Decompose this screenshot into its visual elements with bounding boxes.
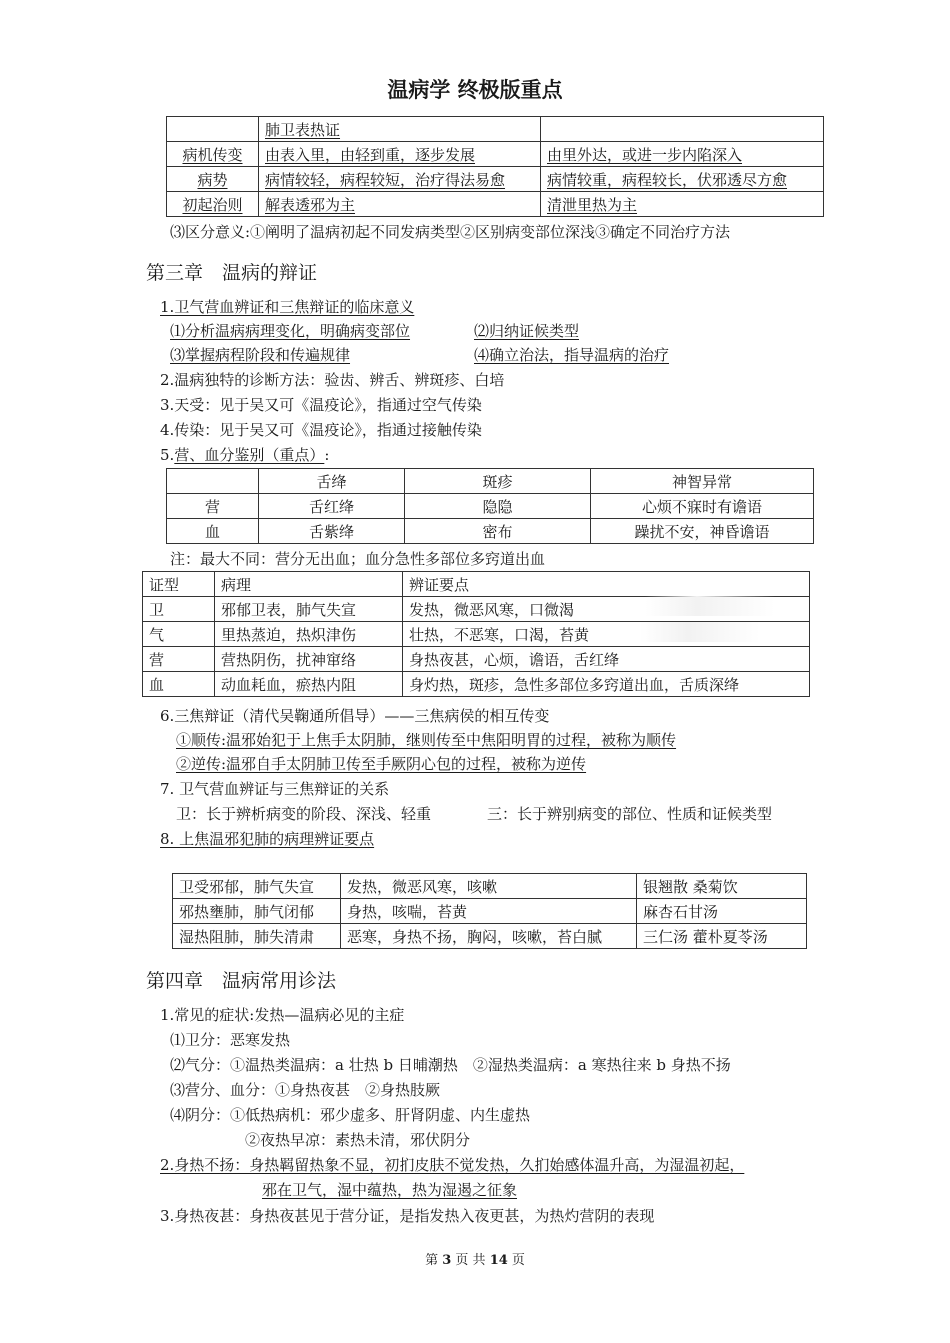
table-cell: 银翘散 桑菊饮 bbox=[637, 874, 807, 899]
list-item: ⑷确立治法，指导温病的治疗 bbox=[474, 346, 670, 364]
section-heading: 6.三焦辩证（清代吴鞠通所倡导）——三焦病侯的相互传变 bbox=[160, 707, 550, 725]
table-row bbox=[167, 519, 814, 544]
table-row bbox=[143, 647, 810, 672]
scan-smudge bbox=[640, 622, 760, 642]
table-row bbox=[173, 899, 807, 924]
table-row bbox=[167, 167, 824, 192]
table-cell bbox=[541, 117, 824, 142]
table-cell: 三仁汤 藿朴夏苓汤 bbox=[637, 924, 807, 949]
table-cell: 恶寒，身热不扬，胸闷，咳嗽，苔白腻 bbox=[341, 924, 637, 949]
section-heading bbox=[160, 445, 329, 465]
table-cell: 营热阴伤，扰神窜络 bbox=[215, 647, 403, 672]
table-cell: 里热蒸迫，热炽津伤 bbox=[215, 622, 403, 647]
table-row bbox=[167, 142, 824, 167]
table-cell: 由里外达，或进一步内陷深入 bbox=[541, 142, 824, 167]
section-heading: 7. 卫气营血辨证与三焦辩证的关系 bbox=[160, 780, 390, 798]
list-item: ⑶掌握病程阶段和传遍规律 bbox=[170, 346, 351, 364]
table-cell: 舌紫绛 bbox=[259, 519, 405, 544]
section-number: 5. bbox=[160, 446, 175, 464]
table-cell: 心烦不寐时有谵语 bbox=[591, 494, 814, 519]
list-item: ②逆传:温邪自手太阴肺卫传至手厥阴心包的过程，被称为逆传 bbox=[176, 755, 587, 773]
table-row bbox=[173, 924, 807, 949]
document-title: 温病学 终极版重点 bbox=[387, 78, 563, 102]
table-cell: 病情较轻，病程较短，治疗得法易愈 bbox=[259, 167, 541, 192]
table-cell: 血 bbox=[143, 672, 215, 697]
list-item: ②夜热早凉：素热未清，邪伏阴分 bbox=[245, 1131, 471, 1149]
table-cell: 证型 bbox=[143, 572, 215, 597]
table-cell: 舌绛 bbox=[259, 469, 405, 494]
table-cell: 邪热壅肺，肺气闭郁 bbox=[173, 899, 341, 924]
table-cell: 发热，微恶风寒，口微渴 bbox=[403, 597, 810, 622]
table-cell: 营 bbox=[167, 494, 259, 519]
table-cell: 肺卫表热证 bbox=[259, 117, 541, 142]
table-row bbox=[167, 192, 824, 217]
table-cell: 初起治则 bbox=[167, 192, 259, 217]
table-cell: 营 bbox=[143, 647, 215, 672]
footer-text: 页 共 bbox=[455, 1253, 486, 1268]
page-footer bbox=[0, 1249, 950, 1268]
table-row bbox=[173, 874, 807, 899]
list-item: 三：长于辨别病变的部位、性质和证候类型 bbox=[487, 805, 773, 823]
table-cell bbox=[167, 117, 259, 142]
table-row bbox=[167, 469, 814, 494]
total-pages: 14 bbox=[489, 1253, 508, 1268]
table-cell: 身灼热，斑疹，急性多部位多窍道出血，舌质深绛 bbox=[403, 672, 810, 697]
list-item: 3.身热夜甚：身热夜甚见于营分证，是指发热入夜更甚，为热灼营阴的表现 bbox=[160, 1207, 655, 1225]
list-item: ⑵归纳证候类型 bbox=[474, 322, 580, 340]
section-heading: 8. 上焦温邪犯肺的病理辨证要点 bbox=[160, 830, 375, 848]
table-cell: 躁扰不安，神昏谵语 bbox=[591, 519, 814, 544]
table-cell: 发热，微恶风寒，咳嗽 bbox=[341, 874, 637, 899]
table-cell: 身热，咳喘，苔黄 bbox=[341, 899, 637, 924]
ying-xue-table bbox=[166, 468, 814, 544]
table-cell: 清泄里热为主 bbox=[541, 192, 824, 217]
table-cell: 病机传变 bbox=[167, 142, 259, 167]
table-cell: 气 bbox=[143, 622, 215, 647]
table-cell: 神智异常 bbox=[591, 469, 814, 494]
table-cell: 身热夜甚，心烦，谵语，舌红绛 bbox=[403, 647, 810, 672]
footer-text: 第 bbox=[425, 1253, 439, 1268]
table-cell: 卫 bbox=[143, 597, 215, 622]
table-cell: 壮热，不恶寒，口渴，苔黄 bbox=[403, 622, 810, 647]
table-cell: 辨证要点 bbox=[403, 572, 810, 597]
list-item: ⑶营分、血分：①身热夜甚 ②身热肢厥 bbox=[170, 1081, 441, 1099]
list-item: ⑵气分：①温热类温病：a 壮热 b 日晡潮热 ②湿热类温病：a 寒热往来 b 身热不扬 bbox=[170, 1056, 731, 1074]
section-heading: 1.卫气营血辨证和三焦辩证的临床意义 bbox=[160, 298, 415, 316]
list-item: 邪在卫气，湿中蕴热，热为湿遏之征象 bbox=[262, 1181, 518, 1199]
table-row bbox=[167, 494, 814, 519]
list-item: 卫：长于辨析病变的阶段、深浅、轻重 bbox=[176, 805, 432, 823]
comparison-table bbox=[166, 116, 824, 217]
list-item: 3.天受：见于吴又可《温疫论》，指通过空气传染 bbox=[160, 396, 482, 414]
note-text: 注：最大不同：营分无出血；血分急性多部位多窍道出血 bbox=[170, 550, 546, 568]
table-cell: 解表透邪为主 bbox=[259, 192, 541, 217]
table-cell: 病势 bbox=[167, 167, 259, 192]
table-cell: 麻杏石甘汤 bbox=[637, 899, 807, 924]
section-heading: 1.常见的症状:发热—温病必见的主症 bbox=[160, 1006, 405, 1024]
table-cell: 动血耗血，瘀热内阻 bbox=[215, 672, 403, 697]
table-cell: 邪郁卫表，肺气失宣 bbox=[215, 597, 403, 622]
section-heading-text: 营、血分鉴别（重点） bbox=[174, 446, 325, 464]
list-item: ⑴分析温病病理变化，明确病变部位 bbox=[170, 322, 411, 340]
list-item: 2.温病独特的诊断方法：验齿、辨舌、辨斑疹、白培 bbox=[160, 371, 505, 389]
chapter-four-title: 第四章 温病常用诊法 bbox=[146, 970, 337, 992]
list-item: 2.身热不扬：身热羁留热象不显，初扪皮肤不觉发热，久扪始感体温升高，为湿温初起， bbox=[160, 1156, 745, 1174]
table-cell: 病情较重，病程较长，伏邪透尽方愈 bbox=[541, 167, 824, 192]
list-item: ①顺传:温邪始犯于上焦手太阴肺，继则传至中焦阳明胃的过程，被称为顺传 bbox=[176, 731, 677, 749]
table-row bbox=[143, 672, 810, 697]
table-cell: 湿热阻肺，肺失清肃 bbox=[173, 924, 341, 949]
significance-text: ⑶区分意义:①阐明了温病初起不同发病类型②区别病变部位深浅③确定不同治疗方法 bbox=[170, 223, 731, 241]
table-cell: 斑疹 bbox=[405, 469, 591, 494]
table-cell: 血 bbox=[167, 519, 259, 544]
table-cell: 舌红绛 bbox=[259, 494, 405, 519]
list-item: ⑴卫分：恶寒发热 bbox=[170, 1031, 291, 1049]
footer-text: 页 bbox=[511, 1253, 525, 1268]
table-row bbox=[167, 117, 824, 142]
table-row bbox=[143, 572, 810, 597]
list-item: 4.传染：见于吴又可《温疫论》，指通过接触传染 bbox=[160, 421, 482, 439]
scan-smudge bbox=[645, 596, 775, 616]
table-cell: 密布 bbox=[405, 519, 591, 544]
list-item: ⑷阴分：①低热病机：邪少虚多、肝肾阴虚、内生虚热 bbox=[170, 1106, 531, 1124]
page-number: 3 bbox=[442, 1253, 452, 1268]
section-colon: : bbox=[324, 446, 330, 464]
table-cell bbox=[167, 469, 259, 494]
upper-jiao-table bbox=[172, 873, 807, 949]
table-cell: 由表入里，由轻到重，逐步发展 bbox=[259, 142, 541, 167]
chapter-three-title: 第三章 温病的辩证 bbox=[146, 262, 318, 284]
table-cell: 卫受邪郁，肺气失宣 bbox=[173, 874, 341, 899]
table-cell: 病理 bbox=[215, 572, 403, 597]
table-cell: 隐隐 bbox=[405, 494, 591, 519]
